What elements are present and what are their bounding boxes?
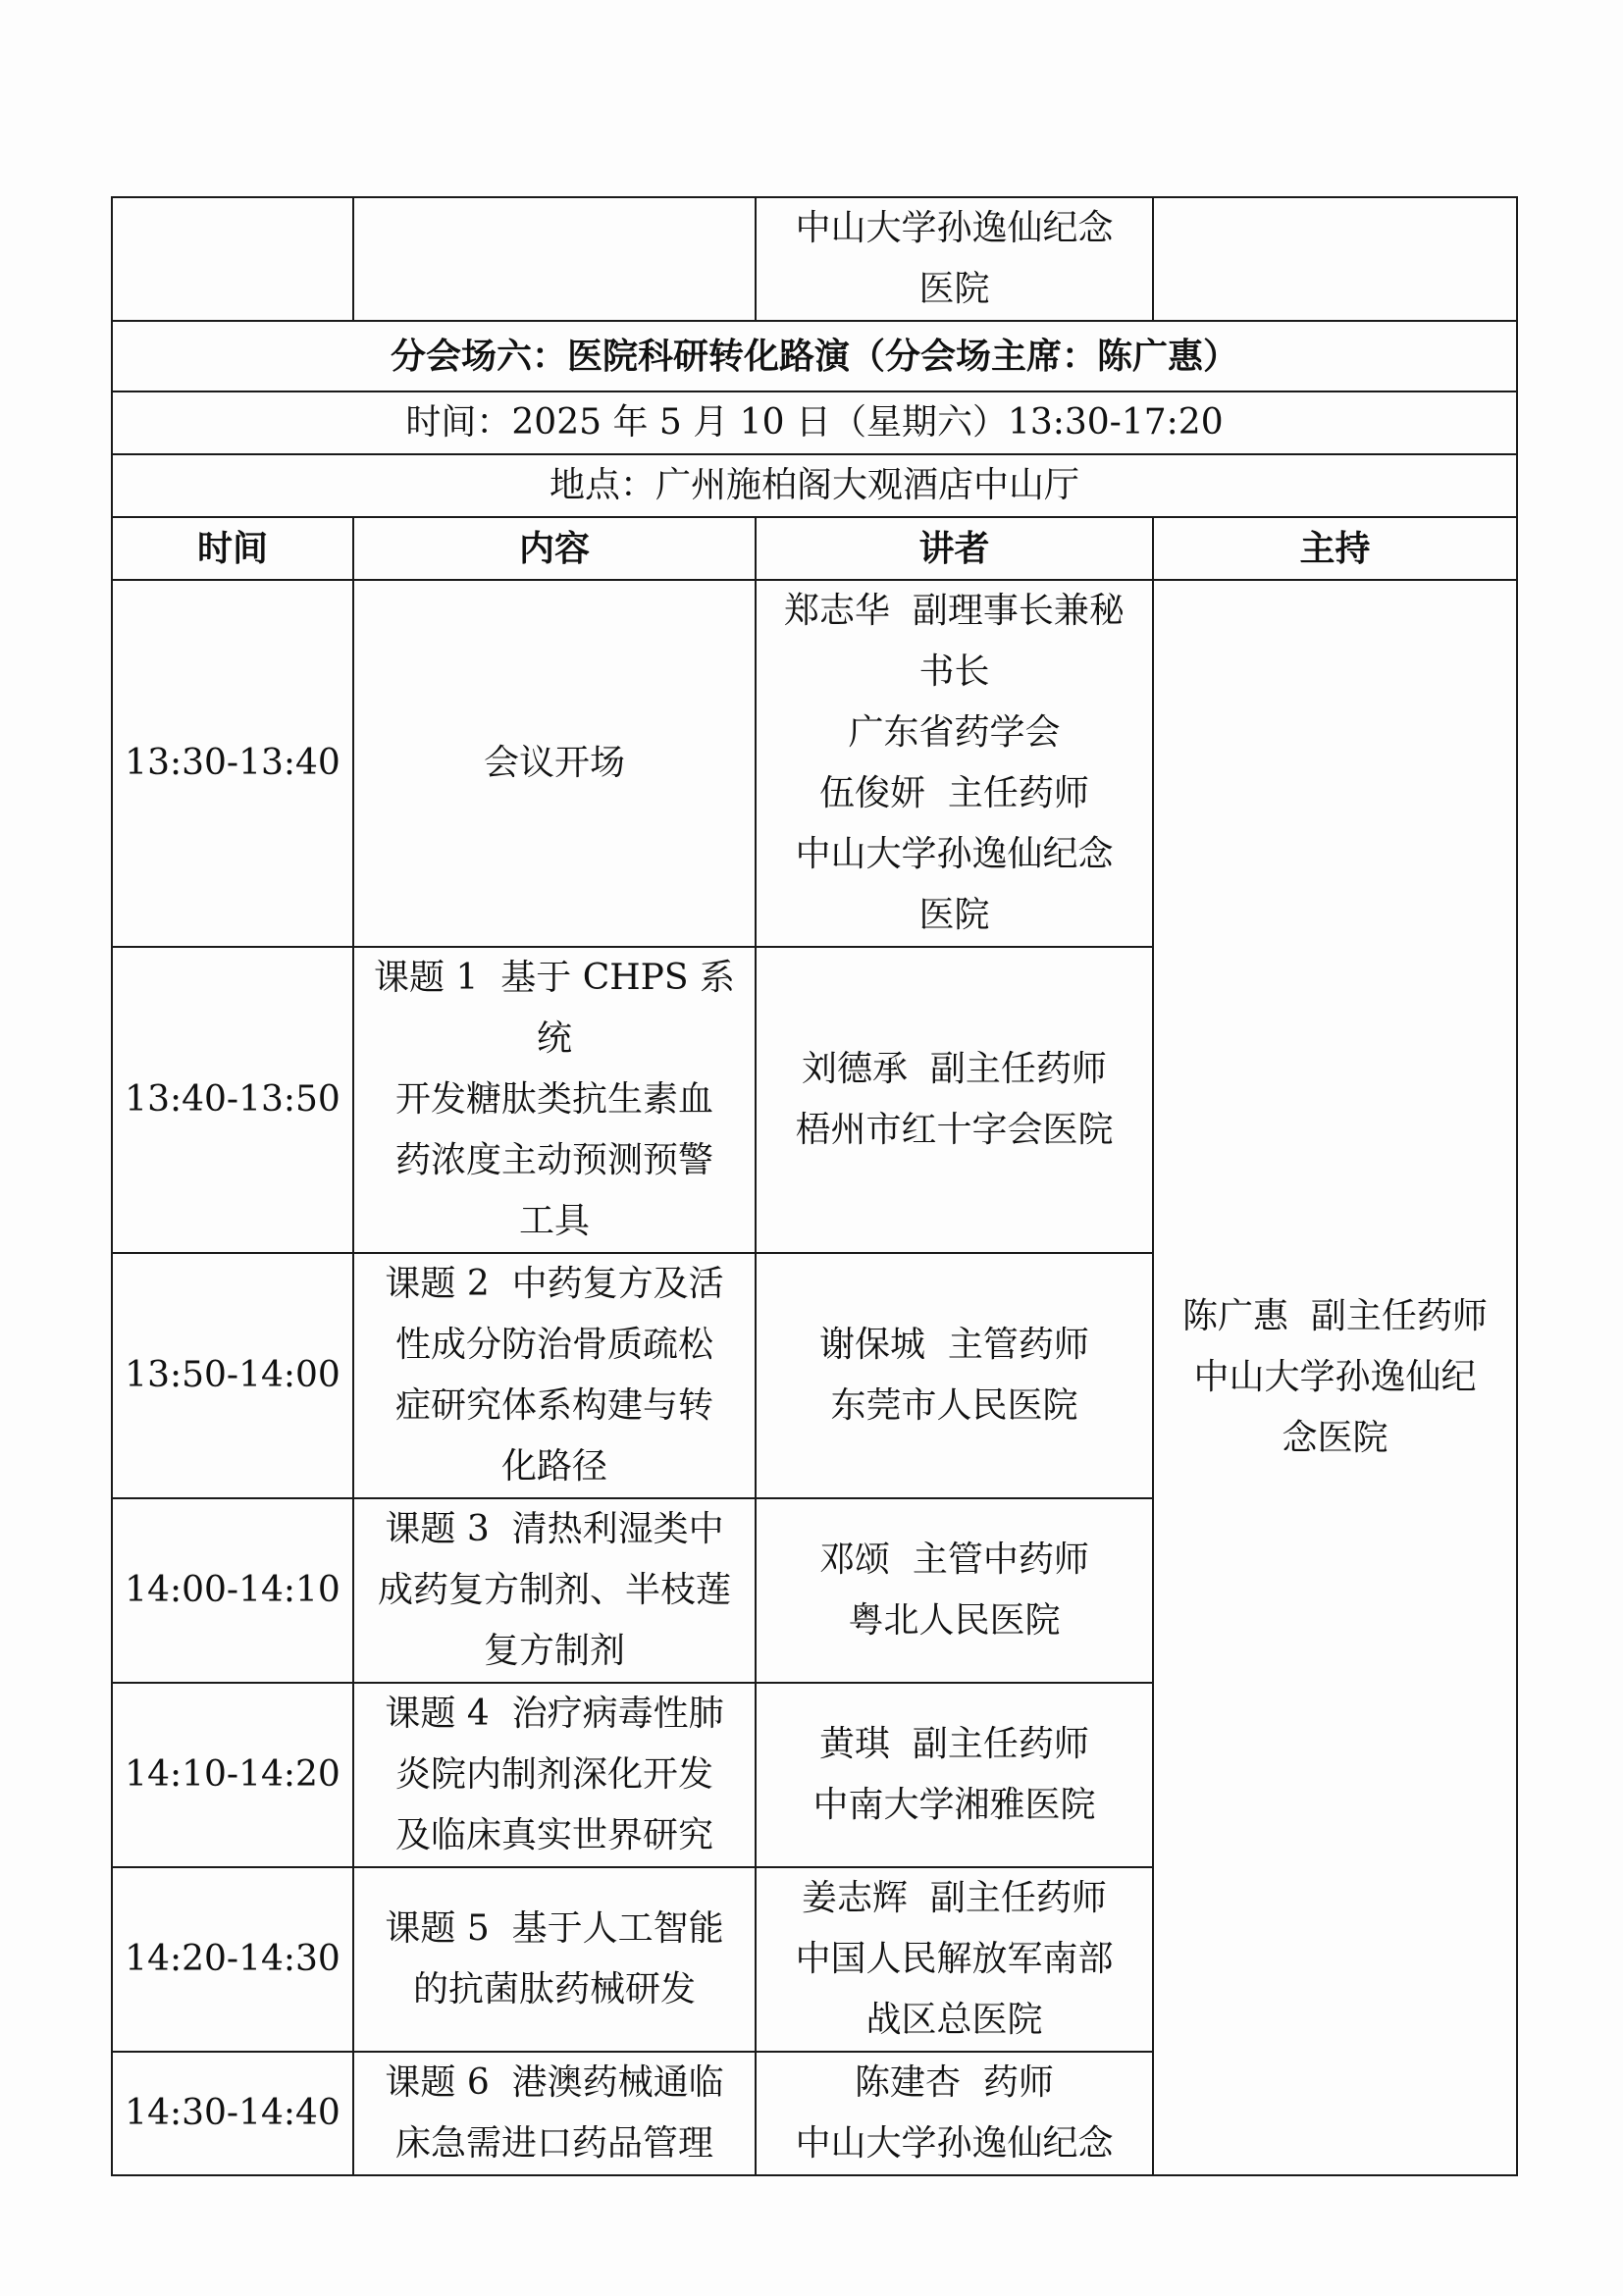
row-time: 14:20-14:30 xyxy=(112,1867,353,2052)
row-content: 课题 1 基于 CHPS 系统 开发糖肽类抗生素血 药浓度主动预测预警 工具 xyxy=(353,947,756,1253)
session-time-row xyxy=(112,391,1517,454)
row-speaker: 郑志华 副理事长兼秘 书长 广东省药学会 伍俊妍 主任药师 中山大学孙逸仙纪念 医院 xyxy=(756,580,1153,947)
row-content: 课题 5 基于人工智能 的抗菌肽药械研发 xyxy=(353,1867,756,2052)
row-speaker: 邓颂 主管中药师 粤北人民医院 xyxy=(756,1498,1153,1683)
header-row xyxy=(112,517,1517,580)
host-cell: 陈广惠 副主任药师 中山大学孙逸仙纪 念医院 xyxy=(1153,580,1517,2175)
session-time: 时间：2025 年 5 月 10 日（星期六）13:30-17:20 xyxy=(112,391,1517,454)
header-content: 内容 xyxy=(353,517,756,580)
header-host: 主持 xyxy=(1153,517,1517,580)
continued-host-cell xyxy=(1153,197,1517,321)
continued-speaker-cell: 中山大学孙逸仙纪念 医院 xyxy=(756,197,1153,321)
schedule-table xyxy=(111,196,1518,2176)
row-time: 13:30-13:40 xyxy=(112,580,353,947)
row-time: 13:40-13:50 xyxy=(112,947,353,1253)
row-content: 课题 3 清热利湿类中 成药复方制剂、半枝莲 复方制剂 xyxy=(353,1498,756,1683)
continued-row xyxy=(112,197,1517,321)
row-content: 课题 4 治疗病毒性肺 炎院内制剂深化开发 及临床真实世界研究 xyxy=(353,1683,756,1867)
continued-time-cell xyxy=(112,197,353,321)
row-speaker: 姜志辉 副主任药师 中国人民解放军南部 战区总医院 xyxy=(756,1867,1153,2052)
row-time: 14:00-14:10 xyxy=(112,1498,353,1683)
row-content: 课题 2 中药复方及活 性成分防治骨质疏松 症研究体系构建与转 化路径 xyxy=(353,1253,756,1498)
row-time: 14:10-14:20 xyxy=(112,1683,353,1867)
session-place-row xyxy=(112,454,1517,517)
session-place: 地点：广州施柏阁大观酒店中山厅 xyxy=(112,454,1517,517)
row-speaker: 陈建杏 药师 中山大学孙逸仙纪念 xyxy=(756,2052,1153,2175)
row-time: 13:50-14:00 xyxy=(112,1253,353,1498)
row-speaker: 谢保城 主管药师 东莞市人民医院 xyxy=(756,1253,1153,1498)
continued-content-cell xyxy=(353,197,756,321)
header-speaker: 讲者 xyxy=(756,517,1153,580)
session-title-row xyxy=(112,321,1517,391)
header-time: 时间 xyxy=(112,517,353,580)
session-title: 分会场六：医院科研转化路演（分会场主席：陈广惠） xyxy=(112,321,1517,391)
row-speaker: 黄琪 副主任药师 中南大学湘雅医院 xyxy=(756,1683,1153,1867)
row-time: 14:30-14:40 xyxy=(112,2052,353,2175)
row-speaker: 刘德承 副主任药师 梧州市红十字会医院 xyxy=(756,947,1153,1253)
table-row xyxy=(112,580,1517,947)
row-content: 课题 6 港澳药械通临 床急需进口药品管理 xyxy=(353,2052,756,2175)
row-content: 会议开场 xyxy=(353,580,756,947)
